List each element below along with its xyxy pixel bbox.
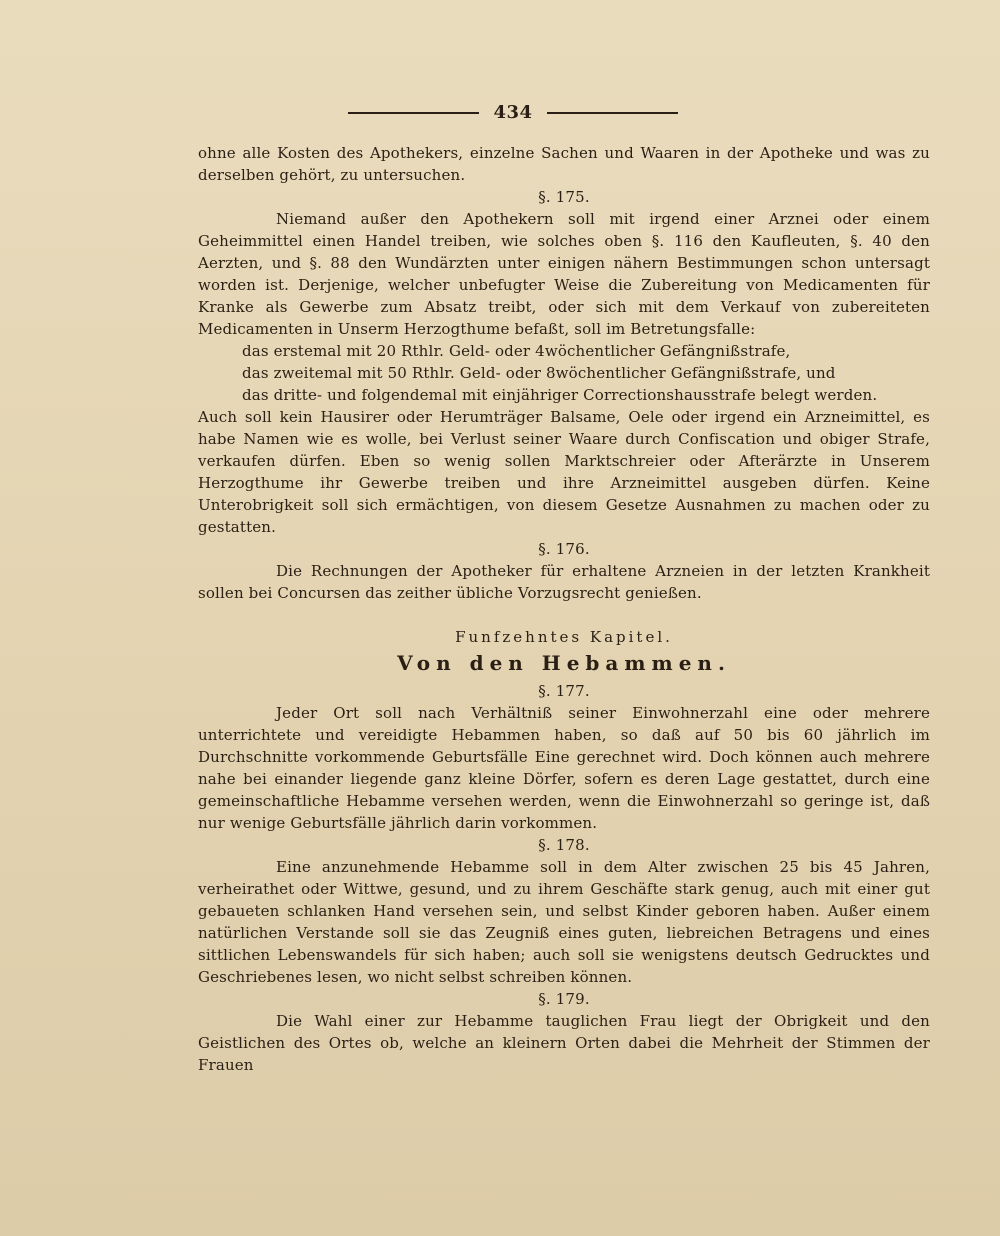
text-block xyxy=(198,96,930,1076)
page-number: 434 xyxy=(493,102,533,123)
section-176-paragraph: Die Rechnungen der Apotheker für erhaltene Arzneien in der letzten Krankheit sollen bei Concursen das zeither übliche Vorzugsrecht genießen. xyxy=(198,562,930,602)
page-header xyxy=(348,96,678,130)
paragraph-continuation: ohne alle Kosten des Apothekers, einzelne Sachen und Waaren in der Apotheke und was zu derselben gehört, zu untersuchen. xyxy=(198,144,930,184)
penalty-second: das zweitemal mit 50 Rthlr. Geld- oder 8wöchentlicher Gefängnißstrafe, und xyxy=(242,364,836,382)
chapter-label: Funfzehntes Kapitel. xyxy=(455,628,673,646)
header-rule-left xyxy=(348,112,479,114)
section-177-heading: §. 177. xyxy=(538,682,590,700)
section-178-paragraph: Eine anzunehmende Hebamme soll in dem Alter zwischen 25 bis 45 Jahren, verheirathet oder Wittwe, gesund, und zu ihrem Geschäfte stark genug, auch mit einer gut gebaueten schlanken Hand versehen sein, und selbst Kinder geboren haben. Außer einem natürlichen Verstande soll sie das Zeugniß eines guten, liebreichen Betragens und eines sittlichen Lebenswandels für sich haben; auch soll sie wenigstens deutsch Gedrucktes und Geschriebenes lesen, wo nicht selbst schreiben können. xyxy=(198,858,930,986)
section-175-paragraph: Niemand außer den Apothekern soll mit irgend einer Arznei oder einem Geheimmittel einen Handel treiben, wie solches oben §. 116 den Kaufleuten, §. 40 den Aerzten, und §. 88 den Wundärzten unter einigen nähern Bestimmungen schon untersagt worden ist. Derjenige, welcher unbefugter Weise die Zubereitung von Medicamenten für Kranke als Gewerbe zum Absatz treibt, oder sich mit dem Verkauf von zubereiteten Medicamenten in Unserm Herzogthume befaßt, soll im Betretungsfalle: xyxy=(198,210,930,338)
section-178-heading: §. 178. xyxy=(538,836,590,854)
section-177-paragraph: Jeder Ort soll nach Verhältniß seiner Einwohnerzahl eine oder mehrere unterrichtete und vereidigte Hebammen haben, so daß auf 50 bis 60 jährlich im Durchschnitte vorkommende Geburtsfälle Eine gerechnet wird. Doch können auch mehrere nahe bei einander liegende ganz kleine Dörfer, sofern es deren Lage gestattet, durch eine gemeinschaftliche Hebamme versehen werden, wenn die Einwohnerzahl so geringe ist, daß nur wenige Geburtsfälle jährlich darin vorkommen. xyxy=(198,704,930,832)
section-175-heading: §. 175. xyxy=(538,188,590,206)
penalty-third: das dritte- und folgendemal mit einjähriger Correctionshausstrafe belegt werden. xyxy=(242,386,878,404)
header-rule-right xyxy=(547,112,678,114)
penalty-first: das erstemal mit 20 Rthlr. Geld- oder 4wöchentlicher Gefängnißstrafe, xyxy=(242,342,791,360)
section-176-heading: §. 176. xyxy=(538,540,590,558)
section-175-paragraph-2: Auch soll kein Hausirer oder Herumträger Balsame, Oele oder irgend ein Arzneimittel, es habe Namen wie es wolle, bei Verlust seiner Waare durch Confiscation und obiger Strafe, verkaufen dürfen. Eben so wenig sollen Marktschreier oder Afterärzte in Unserem Herzogthume ihr Gewerbe treiben und ihre Arzneimittel ausgeben dürfen. Keine Unterobrigkeit soll sich ermächtigen, von diesem Gesetze Ausnahmen zu machen oder zu gestatten. xyxy=(198,408,930,536)
section-179-paragraph: Die Wahl einer zur Hebamme tauglichen Frau liegt der Obrigkeit und den Geistlichen des Ortes ob, welche an kleinern Orten dabei die Mehrheit der Stimmen der Frauen xyxy=(198,1012,930,1074)
chapter-title: Von den Hebammen. xyxy=(397,651,731,675)
section-179-heading: §. 179. xyxy=(538,990,590,1008)
